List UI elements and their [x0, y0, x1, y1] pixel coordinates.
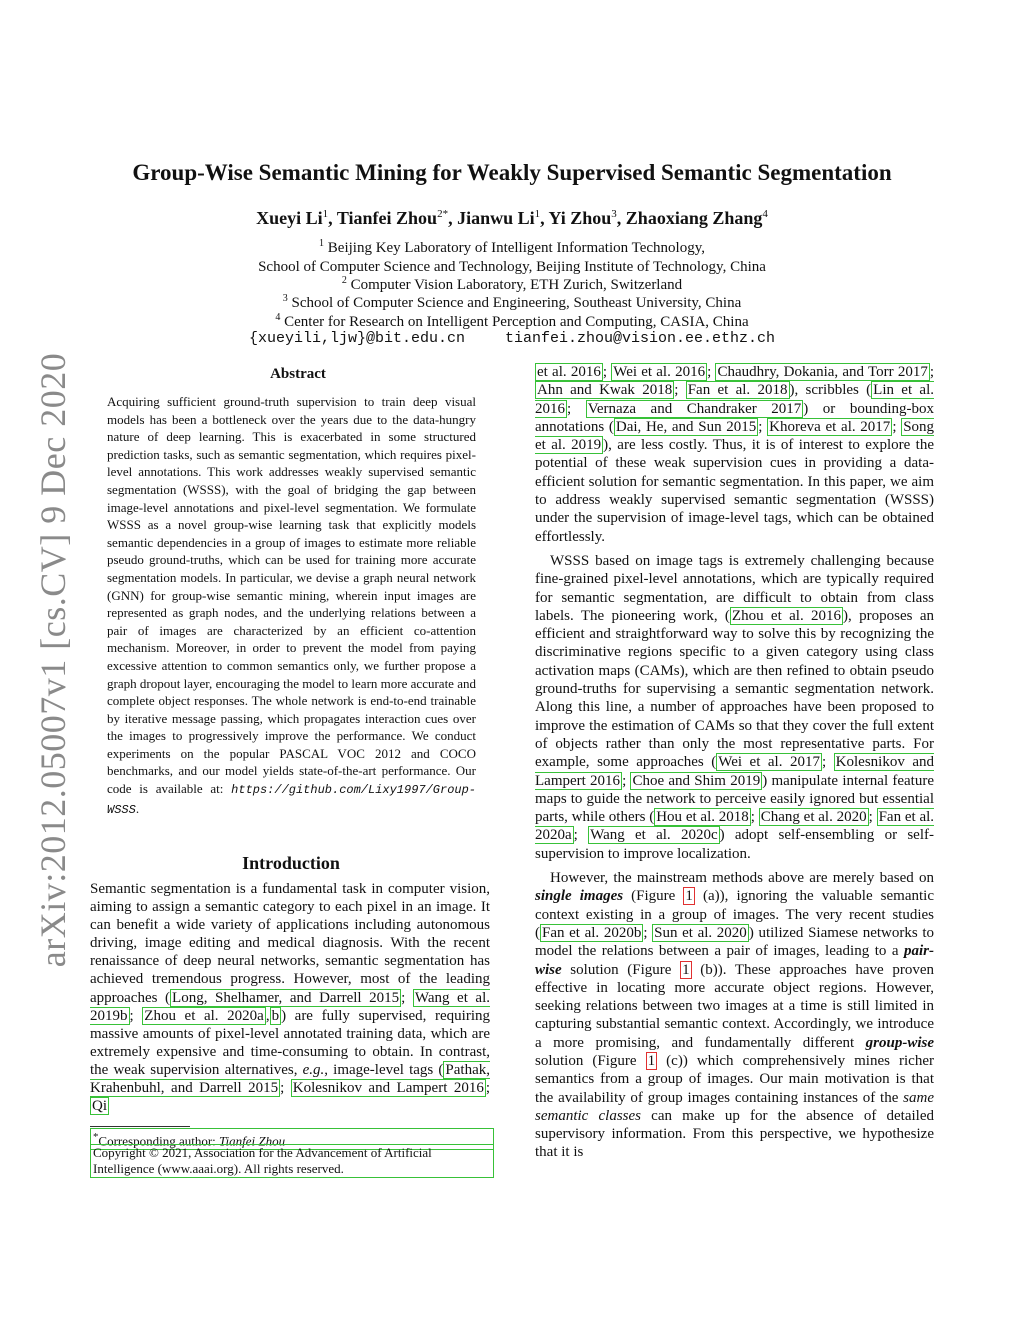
footnote-corresponding-author[interactable]: *Corresponding author: Tianfei Zhou [90, 1128, 494, 1150]
author-name: Zhaoxiang Zhang [625, 208, 763, 228]
author-list: Xueyi Li$^1$, Tianfei Zhou$^{2*}$, Jianwu Li$^1$, Yi Zhou$^3$, Zhaoxiang Zhang$^4$ [256, 208, 768, 228]
footnote-divider [90, 1126, 190, 1127]
right-column-text: et al. 2016 ; Wei et al. 2016 ; Chaudhry, Dokania, and Torr 2017 ; Ahn and Kwak 2018 ; Fan et al. 2018 ), scribbles ( Lin et al. 2016 ; Vernaza and Chandraker 2017 ) or bounding-box annotations ( Dai, He, and Sun 2015 ; Khoreva et al. 2017 ; Song et al. 2019 ), are less costly. Thus, it is of interest to explore the potential of these weak supervision cues in providing a data-efficient solution for semantic segmentation. In this paper, we aim to address weakly supervised semantic segmentation (WSSS) under the supervision of image-level tags, which can be obtained effortlessly. WSSS based on image tags is extremely challenging because fine-grained pixel-level annotations, which are typically required for semantic segmentation, are difficult to obtain from class labels. The pioneering work, ( Zhou et al. 2016 ), proposes an efficient and straightforward way to solve this by recognizing the discriminative regions specific to a given category using class activation maps (CAMs), which are then refined to obtain pseudo ground-truths for supervising a semantic segmentation network. Along this line, a number of approaches have been proposed to improve the estimation of CAMs so that they cover the full extent of objects rather than only the most representative parts. For example, some approaches ( Wei et al. 2017 ; Kolesnikov and Lampert 2016 ; Choe and Shim 2019 ) manipulate internal feature maps to guide the network to perceive easily ignored but essential parts, while others ( Hou et al. 2018 ; Chang et al. 2020 ; Fan et al. 2020a ; Wang et al. 2020c ) adopt self-ensembling or self-supervision to improve localization. However, the mainstream methods above are merely based on single images (Figure 1 (a)), ignoring the valuable semantic context existing in a group of images. The very recent studies ( Fan et al. 2020b ; Sun et al. 2020 ) utilized Siamese networks to model the relations between a pair of images, leading to a pair-wise solution (Figure 1 (b)). These approaches have proven effective in locating more accurate object regions. However, seeking relations between two images at a time is still limited in capturing substantial semantic context. Accordingly, we introduce a more promising, and fundamentally different group-wise solution (Figure 1 (c)) which comprehensively mines richer semantics from a group of images. Our main motivation is that the availability of group images containing instances of the same semantic classes can make up for the absence of detailed supervisory information. From this perspective, we hypothesize that it is [535, 364, 935, 1161]
author-emails [0, 330, 1024, 347]
citation-link[interactable]: Khoreva et al. 2017 [769, 418, 891, 435]
figure-ref-link[interactable]: 1 [685, 888, 693, 905]
email-address: {xueyili,ljw}@bit.edu.cn [248, 330, 465, 347]
affiliation-line: $^4$ Center for Research on Intelligent Perception and Computing, CASIA, China [275, 312, 749, 330]
citation-link[interactable]: Vernaza and Chandraker 2017 [587, 400, 802, 417]
citation-link[interactable]: Sun et al. 2020 [654, 924, 747, 941]
affiliation-line: School of Computer Science and Technology, Beijing Institute of Technology, China [258, 259, 766, 275]
author-name: Yi Zhou [548, 208, 612, 228]
citation-link[interactable]: Choe and Shim 2019 [632, 772, 761, 789]
figure-ref-link[interactable]: 1 [682, 961, 690, 978]
author-affil-mark: 3 [611, 208, 617, 220]
affiliation-line: $^2$ Computer Vision Laboratory, ETH Zurich, Switzerland [341, 275, 683, 293]
email-address: tianfei.zhou@vision.ee.ethz.ch [505, 330, 776, 347]
abstract-heading: Abstract [270, 366, 326, 382]
citation-link[interactable]: Hou et al. 2018 [656, 809, 749, 826]
introduction-heading: Introduction [242, 853, 340, 873]
abstract-text: Acquiring sufficient ground-truth supervision to train deep visual models has been a bottleneck over the years due to the data-hungry nature of deep learning. This is exacerbated in some structured prediction tasks, such as semantic segmentation, which requires pixel-level annotations. This work addresses weakly supervised semantic segmentation (WSSS), with the goal of bridging the gap between image-level annotations and pixel-level segmentation. We formulate WSSS as a novel group-wise learning task that explicitly models semantic dependencies in a group of images to estimate more reliable pseudo ground-truths, which can be used for training more accurate segmentation models. In particular, we devise a graph neural network (GNN) for group-wise semantic mining, wherein input images are represented as graph nodes, and the underlying relations between a pair of images are characterized by an efficient co-attention mechanism. Moreover, in order to prevent the model from paying excessive attention to common semantics only, we further propose a graph dropout layer, encouraging the model to learn more accurate and complete object responses. The whole network is end-to-end trainable by iterative message passing, which propagates interaction cues over the images to progressively improve the performance. We conduct experiments on the popular PASCAL VOC 2012 and COCO benchmarks, and our model yields state-of-the-art performance. Our code is available at: https://github.com/Lixy1997/Group-WSSS. [107, 394, 477, 817]
citation-link[interactable]: Fan et al. 2020b [542, 924, 642, 941]
citation-link[interactable]: Lin et al. 2016 [535, 382, 935, 417]
citation-link[interactable]: Song et al. 2019 [535, 418, 935, 454]
citation-link[interactable]: Fan et al. 2020a [535, 809, 935, 844]
citation-link[interactable]: Chang et al. 2020 [760, 809, 867, 826]
author-name: Tianfei Zhou [336, 208, 438, 228]
paper-title: Group-Wise Semantic Mining for Weakly Supervised Semantic Segmentation [132, 160, 892, 185]
citation-link[interactable]: et al. 2016 [537, 364, 601, 380]
introduction-text: Semantic segmentation is a fundamental task in computer vision, aiming to assign a semantic category to each pixel in an image. It can benefit a wide variety of applications including autonomous driving, image editing and medical diagnosis. With the recent renaissance of deep neural networks, semantic segmentation has achieved tremendous progress. However, most of the leading approaches ( Long, Shelhamer, and Darrell 2015 ; Wang et al. 2019b ; Zhou et al. 2020a , b ) are fully supervised, requiring massive amounts of pixel-level annotated training data, which are extremely expensive and time-consuming to obtain. In contrast, the weak supervision alternatives, e.g., image-level tags ( Pathak, Krahenbuhl, and Darrell 2015 ; Kolesnikov and Lampert 2016 ; Qi [90, 881, 491, 1115]
citation-link[interactable]: Zhou et al. 2020a [144, 1007, 264, 1024]
author-affil-mark: 1 [534, 208, 541, 220]
citation-link[interactable]: Wang et al. 2020c [590, 827, 718, 844]
citation-link[interactable]: Zhou et al. 2016 [731, 607, 842, 624]
code-link[interactable]: https://github.com/Lixy1997/Group-WSSS [107, 783, 477, 817]
author-name: Jianwu Li [457, 208, 535, 228]
citation-link[interactable]: Ahn and Kwak 2018 [537, 382, 673, 399]
citation-link[interactable]: Kolesnikov and Lampert 2016 [292, 1080, 484, 1097]
arxiv-stamp: arXiv:2012.05007v1 [cs.CV] 9 Dec 2020 [33, 352, 73, 968]
affiliation-line: $^1$ Beijing Key Laboratory of Intelligent Information Technology, [319, 238, 705, 256]
citation-link[interactable]: Fan et al. 2018 [687, 382, 788, 399]
citation-link[interactable]: Chaudhry, Dokania, and Torr 2017 [717, 364, 928, 380]
citation-link[interactable]: Dai, He, and Sun 2015 [615, 418, 757, 435]
citation-link[interactable]: Pathak, Krahenbuhl, and Darrell 2015 [90, 1061, 490, 1097]
author-affil-mark: 2* [437, 208, 449, 220]
figure-ref-link[interactable]: 1 [647, 1052, 656, 1069]
citation-link[interactable]: Kolesnikov and Lampert 2016 [535, 754, 934, 789]
citation-link[interactable]: Wang et al. 2019b [90, 989, 490, 1024]
citation-link[interactable]: Qi [92, 1098, 107, 1115]
citation-link[interactable]: Long, Shelhamer, and Darrell 2015 [172, 989, 400, 1006]
affiliation-line: $^3$ School of Computer Science and Engineering, Southeast University, China [282, 293, 742, 311]
copyright-notice[interactable]: Copyright © 2021, Association for the Advancement of Artificial Intelligence (www.aaai.org). All rights reserved. [90, 1144, 494, 1178]
author-affil-mark: 4 [762, 208, 768, 220]
citation-link[interactable]: b [271, 1007, 280, 1024]
citation-link[interactable]: Wei et al. 2016 [613, 364, 706, 380]
citation-link[interactable]: Wei et al. 2017 [718, 754, 820, 771]
author-name: Xueyi Li [256, 208, 323, 228]
author-affil-mark: 1 [322, 208, 329, 220]
